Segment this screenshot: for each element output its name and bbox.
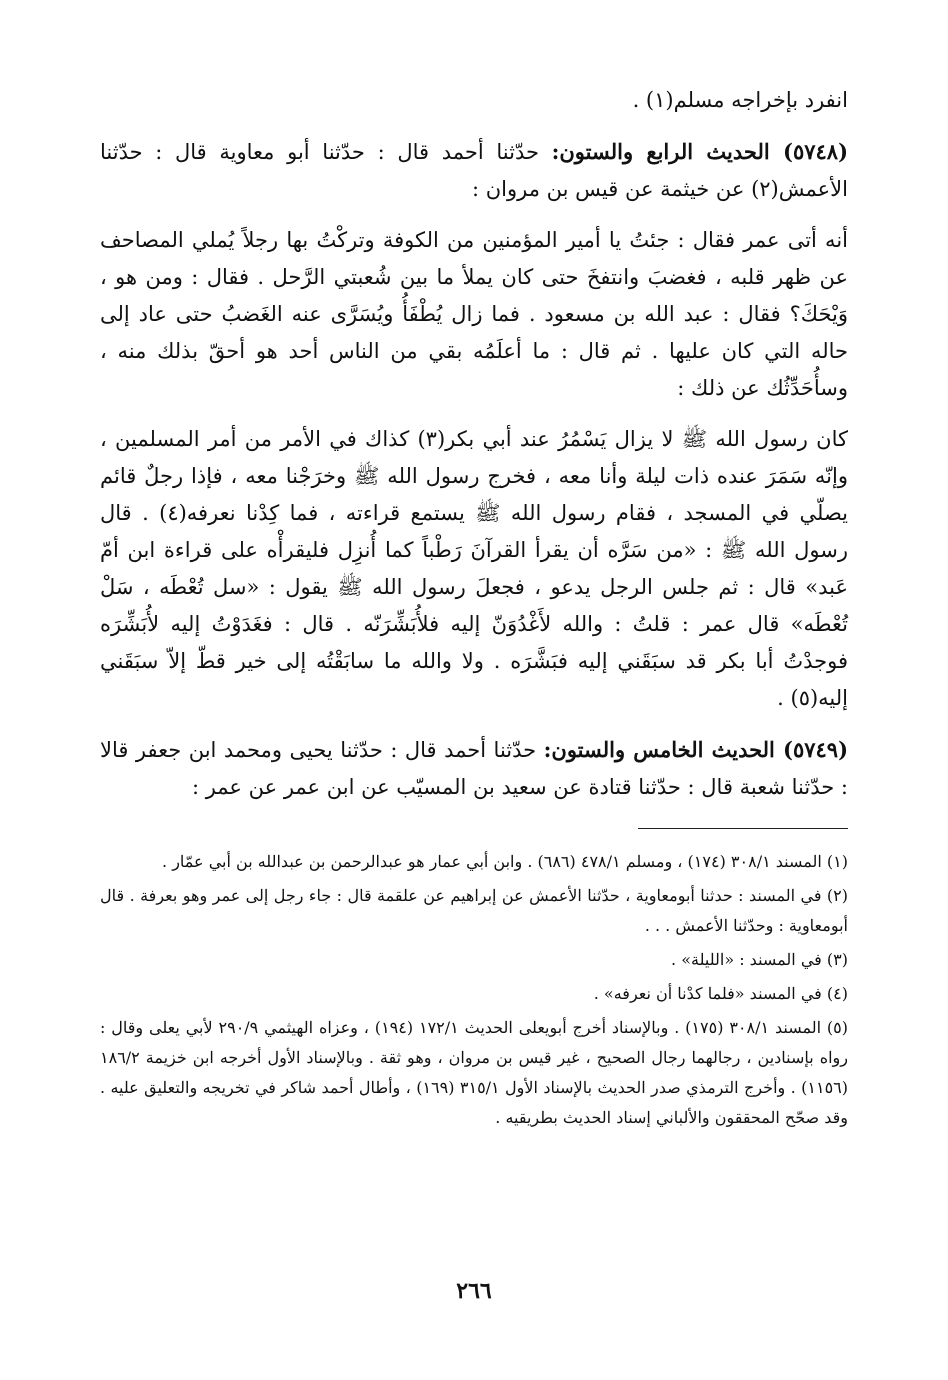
footnotes <box>100 847 848 1133</box>
paragraph-3: أنه أتى عمر فقال : جئتُ يا أمير المؤمنين من الكوفة وتركْتُ بها رجلاً يُملي المصاحف عن ظهر قلبه ، فغضبَ وانتفخَ حتى كان يملأ ما بين شُعبتي الرَّحل . فقال : ومن هو ، وَيْحَكَ؟ فقال : عبد الله بن مسعود . فما زال يُطْفَأُ ويُسَرَّى عنه الغَضبُ حتى عاد إلى حاله التي كان عليها . ثم قال : ما أعلَمُه بقي من الناس أحد هو أحقّ بذلك منه ، وسأُحَدِّثُك عن ذلك : <box>100 228 848 400</box>
hadith-5748 <box>100 133 848 208</box>
footnote-1: (١) المسند ٣٠٨/١ (١٧٤) ، ومسلم ٤٧٨/١ (٦٨٦) . وابن أبي عمار هو عبدالرحمن بن عبدالله بن أبي عمّار . <box>162 852 848 871</box>
hadith-5748-isnad: حدّثنا أحمد قال : حدّثنا أبو معاوية قال : حدّثنا الأعمش(٢) عن خيثمة عن قيس بن مروان : <box>100 140 848 201</box>
hadith-5749-heading: (٥٧٤٩) الحديث الخامس والستون: <box>543 737 849 762</box>
footnote-3: (٣) في المسند : «الليلة» . <box>671 950 848 969</box>
footnote-2: (٢) في المسند : حدثنا أبومعاوية ، حدّثنا الأعمش عن إبراهيم عن علقمة قال : جاء رجل إلى عمر وهو بعرفة . قال أبومعاوية : وحدّثنا الأعمش . . . <box>100 886 848 935</box>
paragraph-4: كان رسول الله ﷺ لا يزال يَسْمُرُ عند أبي بكر(٣) كذاك في الأمر من أمر المسلمين ، وإنّه سَمَرَ عنده ذات ليلة وأنا معه ، فخرج رسول الله ﷺ وخرَجْنا معه ، فإذا رجلٌ قائم يصلّي في المسجد ، فقام رسول الله ﷺ يستمع قراءته ، فما كِدْنا نعرفه(٤) . قال رسول الله ﷺ : «من سَرَّه أن يقرأ القرآنَ رَطْباً كما أُنزِل فليقرأْه على قراءة ابن أمّ عَبد» قال : ثم جلس الرجل يدعو ، فجعلَ رسول الله ﷺ يقول : «سل تُعْطَه ، سَلْ تُعْطَه» قال عمر : قلتُ : والله لأَغْدُوَنّ إليه فلأُبَشِّرَنّه . قال : فغَدَوْتُ إليه لأُبَشِّرَه فوجدْتُ أبا بكر قد سبَقَني إليه فبَشَّرَه . ولا والله ما سابَقْتُه إلى خير قطّ إلاّ سبَقَني إليه(٥) . <box>100 427 848 710</box>
page-number: ٢٦٦ <box>456 1278 492 1304</box>
hadith-5749 <box>100 731 848 806</box>
hadith-5749-isnad: حدّثنا أحمد قال : حدّثنا يحيى ومحمد ابن جعفر قالا : حدّثنا شعبة قال : حدّثنا قتادة عن سعيد بن المسيّب عن ابن عمر عن عمر : <box>100 738 848 799</box>
footnote-4: (٤) في المسند «فلما كدْنا أن نعرفه» . <box>593 984 848 1003</box>
main-text <box>100 82 848 806</box>
hadith-5748-heading: (٥٧٤٨) الحديث الرابع والستون: <box>551 139 848 164</box>
paragraph-1: انفرد بإخراجه مسلم(١) . <box>632 88 848 112</box>
footnote-divider <box>638 828 848 829</box>
footnote-5: (٥) المسند ٣٠٨/١ (١٧٥) . وبالإسناد أخرج أبويعلى الحديث ١٧٢/١ (١٩٤) ، وعزاه الهيثمي ٢٩٠/٩ لأبي يعلى وقال : رواه بإسنادين ، رجالهما رجال الصحيح ، غير قيس بن مروان ، وهو ثقة . وبالإسناد الأول أخرجه ابن خزيمة ١٨٦/٢ (١١٥٦) . وأخرج الترمذي صدر الحديث بالإسناد الأول ٣١٥/١ (١٦٩) ، وأطال أحمد شاكر في تخريجه والتعليق عليه . وقد صحّح المحققون والألباني إسناد الحديث بطريقيه . <box>100 1018 849 1127</box>
